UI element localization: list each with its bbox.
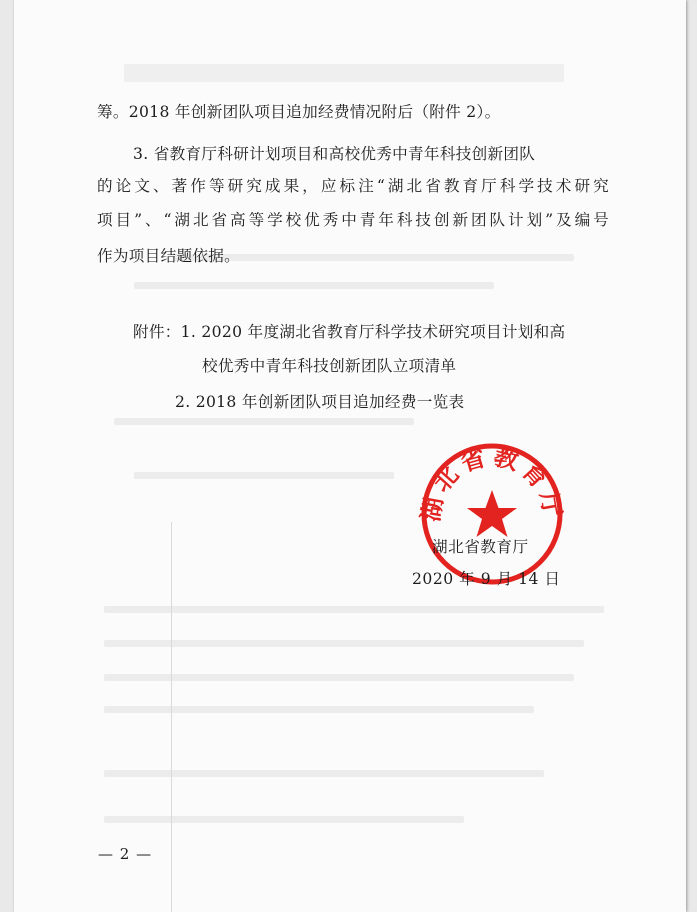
body-line-5: 作为项目结题依据。 [97, 247, 241, 265]
page-number: — 2 — [98, 845, 153, 863]
attachment-line-3: 2. 2018 年创新团队项目追加经费一览表 [175, 393, 465, 411]
official-seal-stamp [412, 438, 568, 588]
seal-star-icon [467, 490, 517, 537]
body-line-1: 筹。2018 年创新团队项目追加经费情况附后（附件 2）。 [97, 103, 501, 121]
document-page [14, 0, 686, 912]
seal-text: 湖北省教育厅 [416, 442, 568, 524]
body-line-2: 3. 省教育厅科研计划项目和高校优秀中青年科技创新团队 [133, 145, 536, 163]
attachment-line-2: 校优秀中青年科技创新团队立项清单 [202, 357, 457, 375]
fold-crease [171, 522, 172, 912]
body-line-3: 的论文、著作等研究成果，应标注“湖北省教育厅科学技术研究 [97, 177, 609, 195]
attachment-line-1: 附件：1. 2020 年度湖北省教育厅科学技术研究项目计划和高 [133, 323, 566, 341]
seal-graphic [412, 438, 568, 588]
body-line-4: 项目”、“湖北省高等学校优秀中青年科技创新团队计划”及编号 [97, 211, 609, 229]
signing-date: 2020 年 9 月 14 日 [412, 570, 561, 588]
signing-organization: 湖北省教育厅 [432, 538, 529, 556]
